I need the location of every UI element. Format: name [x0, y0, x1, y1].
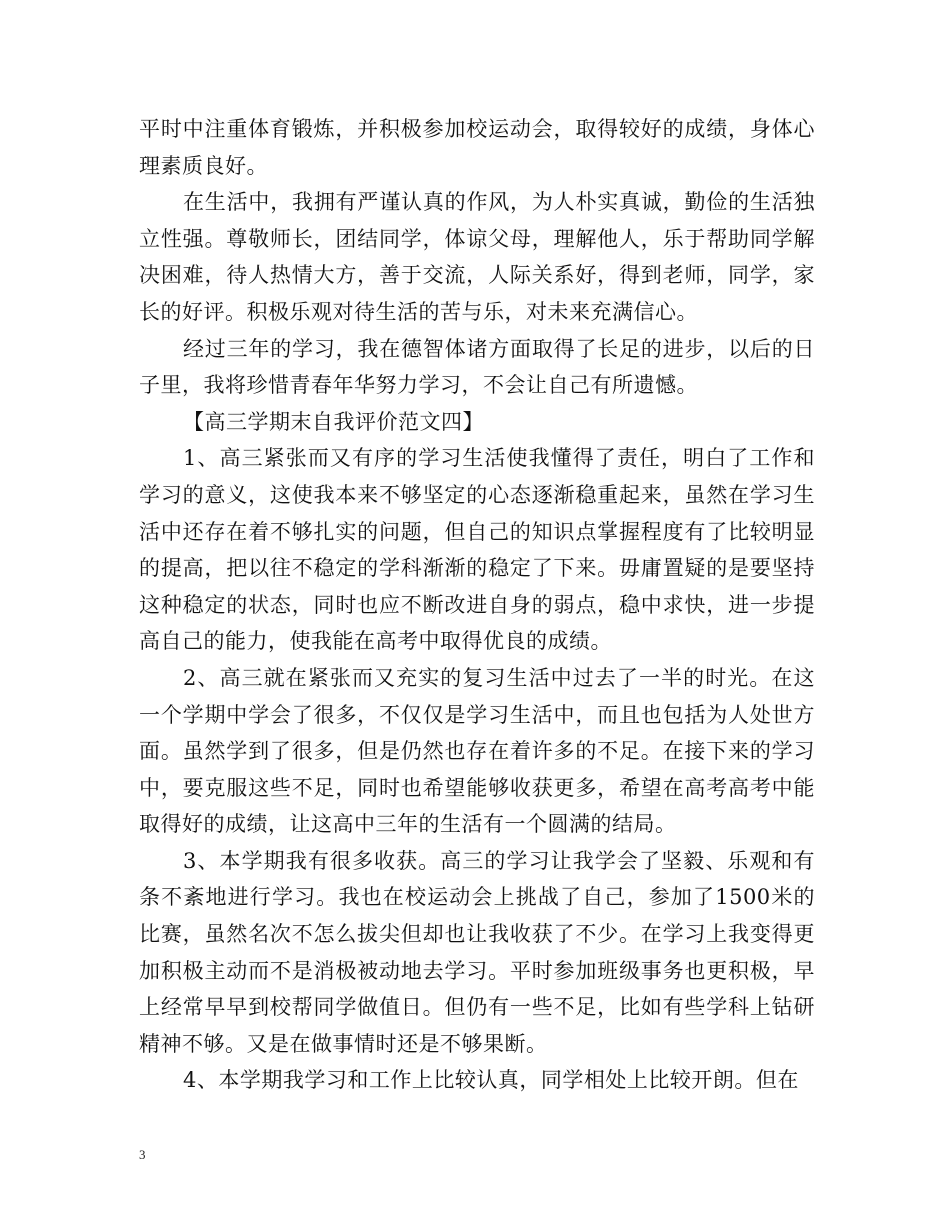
paragraph-item-2: 2、高三就在紧张而又充实的复习生活中过去了一半的时光。在这一个学期中学会了很多，不仅仅是学习生活中，而且也包括为人处世方面。虽然学到了很多，但是仍然也存在着许多的不足。在接下来的学习中，要克服这些不足，同时也希望能够收获更多，希望在高考高考中能取得好的成绩，让这高中三年的生活有一个圆满的结局。	[139, 665, 815, 837]
page-number: 3	[139, 1147, 146, 1162]
document-body	[139, 111, 815, 1099]
paragraph-item-1: 1、高三紧张而又有序的学习生活使我懂得了责任，明白了工作和学习的意义，这使我本来不够坚定的心态逐渐稳重起来，虽然在学习生活中还存在着不够扎实的问题，但自己的知识点掌握程度有了比较明显的提高，把以往不稳定的学科渐渐的稳定了下来。毋庸置疑的是要坚持这种稳定的状态，同时也应不断改进自身的弱点，稳中求快，进一步提高自己的能力，使我能在高考中取得优良的成绩。	[139, 446, 815, 654]
paragraph-1: 平时中注重体育锻炼，并积极参加校运动会，取得较好的成绩，身体心理素质良好。	[139, 117, 815, 178]
section-heading: 【高三学期末自我评价范文四】	[183, 409, 484, 434]
paragraph-3: 经过三年的学习，我在德智体诸方面取得了长足的进步，以后的日子里，我将珍惜青春年华努力学习，不会让自己有所遗憾。	[139, 336, 815, 398]
paragraph-item-3: 3、本学期我有很多收获。高三的学习让我学会了坚毅、乐观和有条不紊地进行学习。我也在校运动会上挑战了自己，参加了1500米的比赛，虽然名次不怎么拔尖但却也让我收获了不少。在学习上我变得更加积极主动而不是消极被动地去学习。平时参加班级事务也更积极，早上经常早早到校帮同学做值日。但仍有一些不足，比如有些学科上钻研精神不够。又是在做事情时还是不够果断。	[139, 848, 815, 1056]
paragraph-item-4: 4、本学期我学习和工作上比较认真，同学相处上比较开朗。但在	[183, 1068, 799, 1093]
paragraph-2: 在生活中，我拥有严谨认真的作风，为人朴实真诚，勤俭的生活独立性强。尊敬师长，团结同学，体谅父母，理解他人，乐于帮助同学解决困难，待人热情大方，善于交流，人际关系好，得到老师，同学，家长的好评。积极乐观对待生活的苦与乐，对未来充满信心。	[139, 190, 815, 324]
